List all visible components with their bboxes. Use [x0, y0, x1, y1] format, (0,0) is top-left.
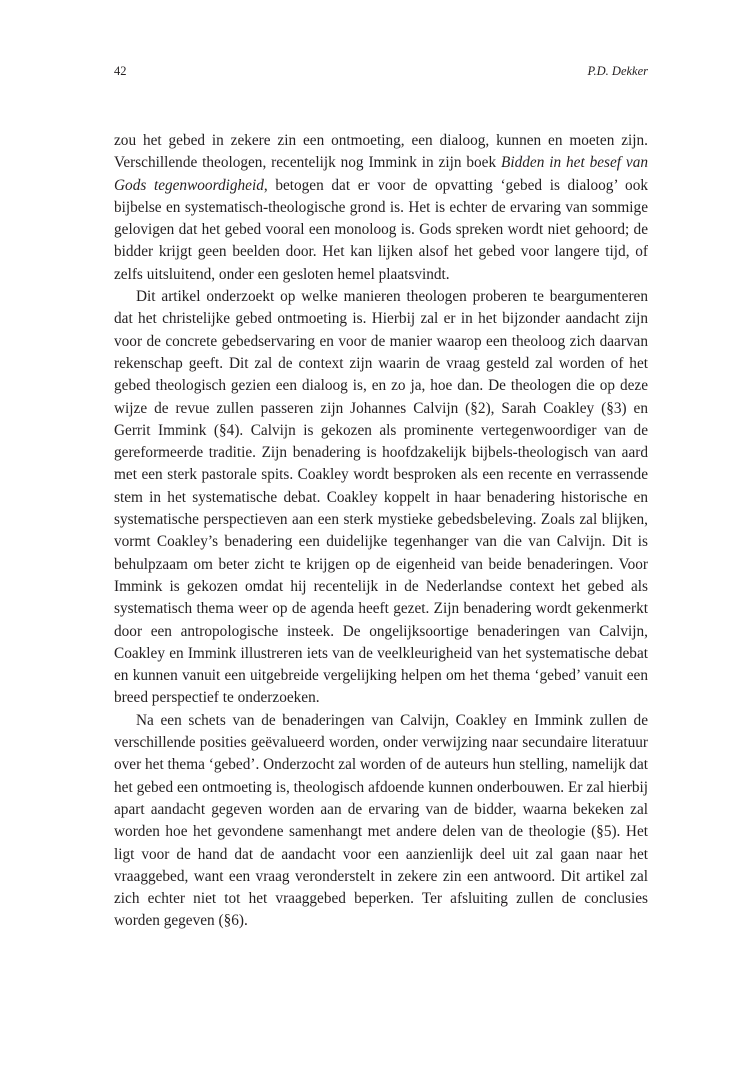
paragraph-text: , betogen dat er voor de opvatting ‘gebed is dialoog’ ook bijbelse en systematisch-theologische grond is. Het is echter de ervaring van sommige gelovigen dat het gebed vooral een monoloog is. Gods spreken wordt niet gehoord; de bidder krijgt geen beelden door. Het kan lijken alsof het gebed voor langere tijd, of zelfs uitsluitend, onder een gesloten hemel plaatsvindt. — [114, 176, 648, 283]
paragraph-continuation — [114, 130, 648, 286]
paragraph-text: zou het gebed in zekere zin een ontmoeting, een dialoog, kunnen en moeten zijn. Verschillende theologen, recentelijk nog Immink in zijn boek — [114, 132, 648, 172]
page-number: 42 — [114, 64, 127, 78]
paragraph-introduction: Dit artikel onderzoekt op welke manieren theologen proberen te beargumenteren dat het christelijke gebed ontmoeting is. Hierbij zal er in het bijzonder aandacht zijn voor de concrete gebedservaring en voor de manier waarop een theoloog zich daarvan rekenschap geeft. Dit zal de context zijn waarin de vraag gesteld zal worden of het gebed theologisch gezien een dialoog is, en zo ja, hoe dan. De theologen die op deze wijze de revue zullen passeren zijn Johannes Calvijn (§2), Sarah Coakley (§3) en Gerrit Immink (§4). Calvijn is gekozen als prominente vertegenwoordiger van de gereformeerde traditie. Zijn benadering is hoofdzakelijk bijbels-theologisch van aard met een sterk pastorale spits. Coakley wordt besproken als een recente en verrassende stem in het systematische debat. Coakley koppelt in haar benadering historische en systematische perspectieven aan een sterk mystieke gebedsbeleving. Zoals zal blijken, vormt Coakley’s benadering een duidelijke tegenhanger van die van Calvijn. Dit is behulpzaam om beter zicht te krijgen op de eigenheid van beide benaderingen. Voor Immink is gekozen omdat hij recentelijk in de Nederlandse context het gebed als systematisch thema weer op de agenda heeft gezet. Zijn benadering wordt gekenmerkt door een antropologische insteek. De ongelijksoortige benaderingen van Calvijn, Coakley en Immink illustreren iets van de veelkleurigheid van het systematische debat en kunnen vanuit een uitgebreide vergelijking helpen om het thema ‘gebed’ vanuit een breed perspectief te onderzoeken. — [114, 288, 648, 707]
paragraph-method: Na een schets van de benaderingen van Calvijn, Coakley en Immink zullen de verschillende posities geëvalueerd worden, onder verwijzing naar secundaire literatuur over het thema ‘gebed’. Onderzocht zal worden of de auteurs hun stelling, namelijk dat het gebed een ontmoeting is, theologisch afdoende kunnen onderbouwen. Er zal hierbij apart aandacht gegeven worden aan de ervaring van de bidder, waarna bekeken zal worden hoe het gevondene samenhangt met andere delen van de theologie (§5). Het ligt voor de hand dat de aandacht voor een aanzienlijk deel uit zal gaan naar het vraaggebed, want een vraag veronderstelt in zekere zin een antwoord. Dit artikel zal zich echter niet tot het vraaggebed beperken. Ter afsluiting zullen de conclusies worden gegeven (§6). — [114, 711, 648, 930]
book-title: Bidden in het besef van Gods tegenwoordigheid — [114, 154, 648, 194]
running-head — [114, 64, 648, 82]
article-body — [114, 130, 648, 933]
running-head-author: P.D. Dekker — [587, 64, 648, 78]
